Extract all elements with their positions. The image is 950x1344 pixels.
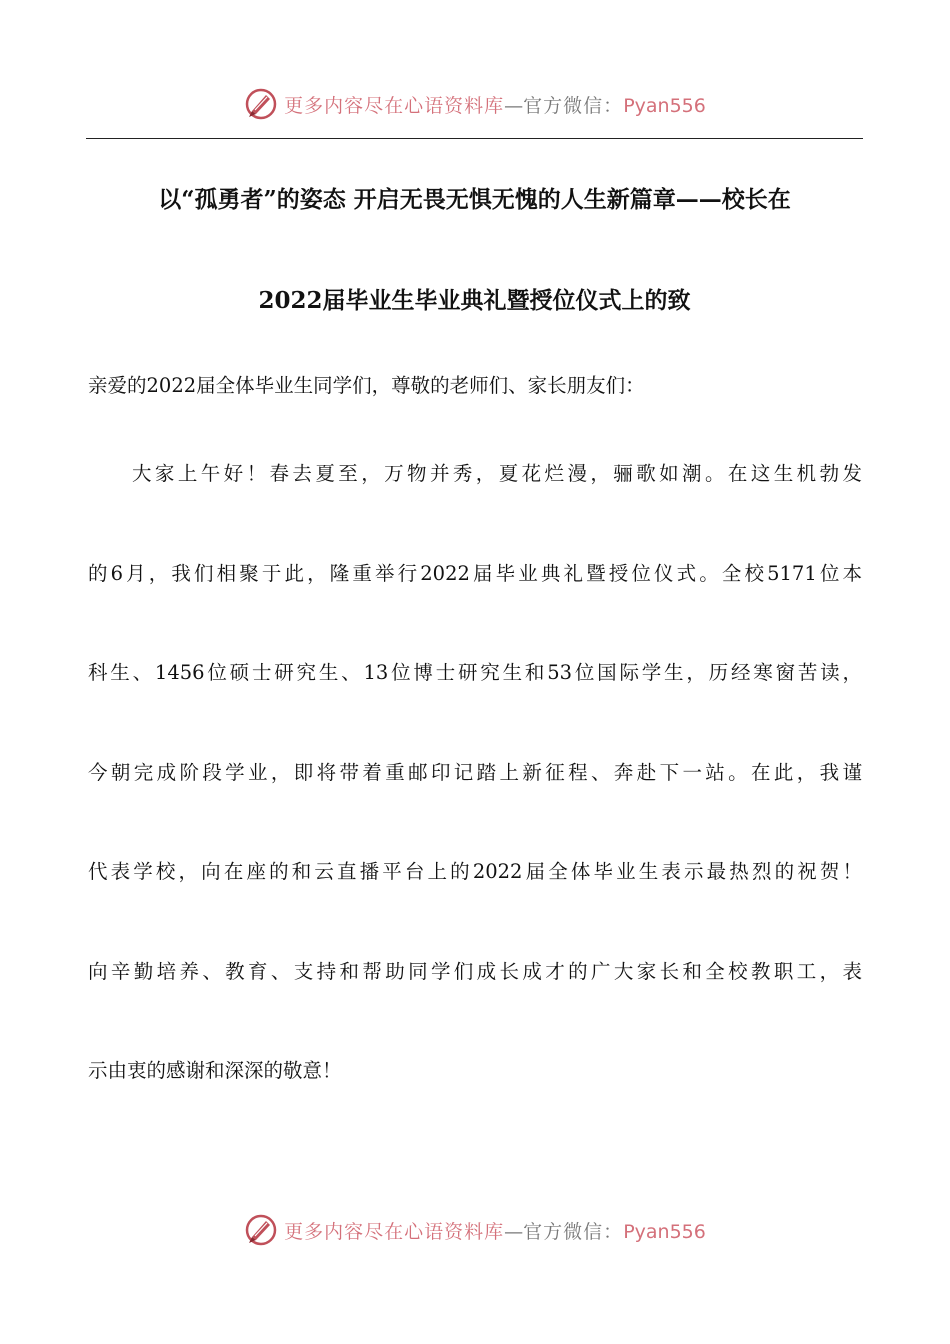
banner-text	[284, 91, 706, 118]
banner-separator: —	[504, 94, 524, 117]
banner-account: Pyan556	[623, 94, 706, 117]
header-banner	[0, 84, 950, 124]
pen-nib-logo-icon	[244, 1213, 278, 1247]
body-line: 代表学校，向在座的和云直播平台上的2022届全体毕业生表示最热烈的祝贺！	[88, 860, 862, 883]
body-line: 向辛勤培养、教育、支持和帮助同学们成长成才的广大家长和全校教职工，表	[88, 960, 862, 983]
banner-main-text: 更多内容尽在心语资料库	[284, 94, 505, 117]
body-line: 示由衷的感谢和深深的敬意！	[88, 1059, 342, 1082]
body-line: 科生、1456位硕士研究生、13位博士研究生和53位国际学生，历经寒窗苦读，	[88, 661, 862, 684]
footer-banner	[0, 1210, 950, 1250]
header-divider	[86, 138, 863, 139]
pen-nib-logo-icon	[244, 87, 278, 121]
banner-wechat-label: 官方微信：	[523, 1220, 624, 1243]
document-title-line-1: 以“孤勇者”的姿态 开启无畏无惧无愧的人生新篇章——校长在	[158, 186, 791, 213]
salutation: 亲爱的2022届全体毕业生同学们，尊敬的老师们、家长朋友们：	[88, 374, 645, 397]
body-line: 今朝完成阶段学业，即将带着重邮印记踏上新征程、奔赴下一站。在此，我谨	[88, 761, 862, 784]
body-line: 大家上午好！春去夏至，万物并秀，夏花烂漫，骊歌如潮。在这生机勃发	[132, 462, 862, 485]
banner-main-text: 更多内容尽在心语资料库	[284, 1220, 505, 1243]
banner-separator: —	[504, 1220, 524, 1243]
document-title-line-2: 2022届毕业生毕业典礼暨授位仪式上的致	[258, 287, 691, 314]
body-line: 的6月，我们相聚于此，隆重举行2022届毕业典礼暨授位仪式。全校5171位本	[88, 562, 862, 585]
banner-account: Pyan556	[623, 1220, 706, 1243]
banner-wechat-label: 官方微信：	[523, 94, 624, 117]
banner-text	[284, 1217, 706, 1244]
